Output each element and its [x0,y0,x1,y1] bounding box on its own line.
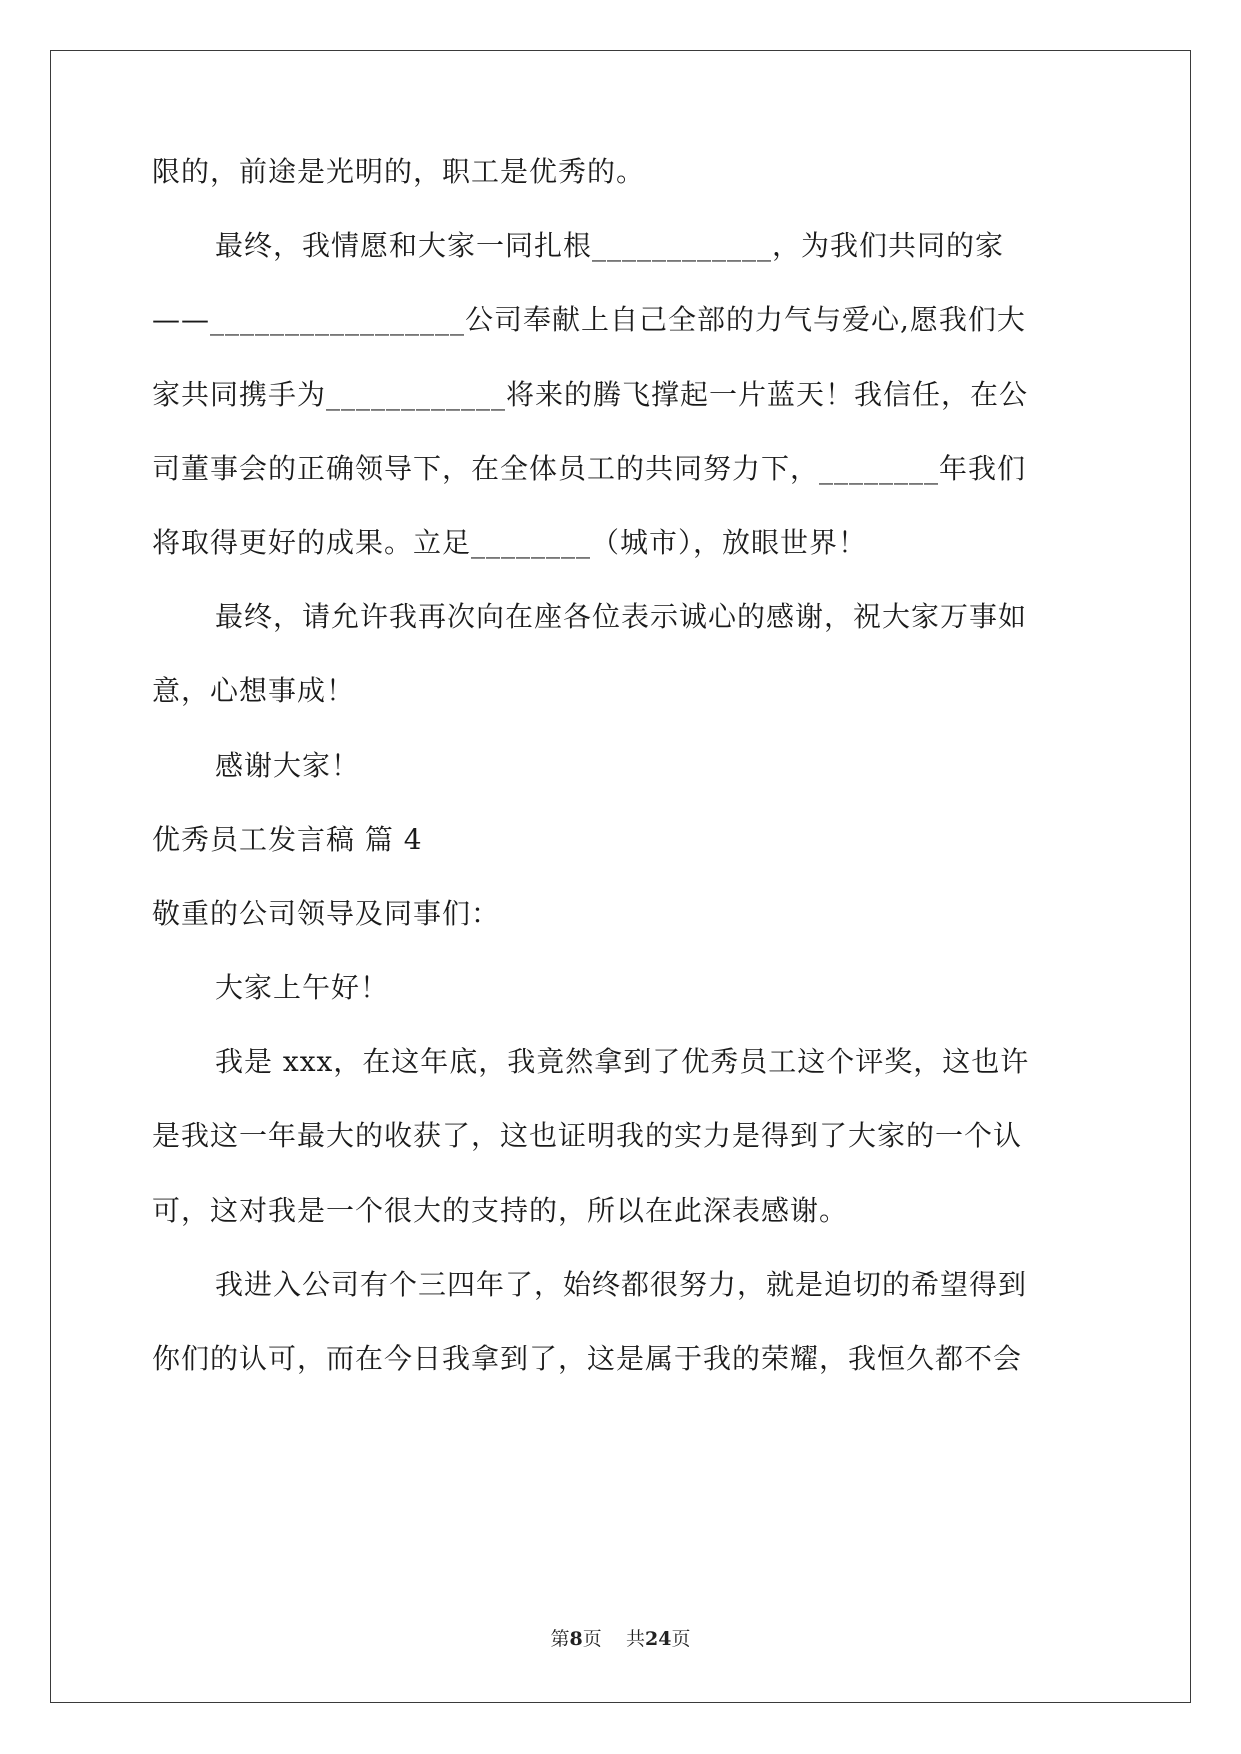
text-line: 最终，我情愿和大家一同扎根____________，为我们共同的家 [215,229,1005,262]
text-line: 家共同携手为____________将来的腾飞撑起一片蓝天！我信任，在公 [152,378,1029,411]
page-border [50,50,1191,1703]
salutation: 敬重的公司领导及同事们： [152,897,501,930]
text-line: 我进入公司有个三四年了，始终都很努力，就是迫切的希望得到 [215,1268,1028,1301]
total-unit: 页 [671,1628,691,1650]
page-unit: 页 [582,1628,602,1650]
page-number: 8 [569,1628,583,1650]
text-line: 我是 xxx，在这年底，我竟然拿到了优秀员工这个评奖，这也许 [215,1045,1030,1078]
text-line: 可，这对我是一个很大的支持的，所以在此深表感谢。 [152,1194,849,1227]
text-line: 感谢大家！ [215,749,361,782]
text-line: 将取得更好的成果。立足________（城市），放眼世界！ [152,526,868,559]
text-line: 最终，请允许我再次向在座各位表示诚心的感谢，祝大家万事如 [215,600,1028,633]
greeting: 大家上午好！ [215,971,390,1004]
text-line: 你们的认可，而在今日我拿到了，这是属于我的荣耀，我恒久都不会 [152,1342,1023,1375]
total-pages: 24 [644,1628,672,1650]
total-prefix: 共 [625,1628,645,1650]
page-footer [0,1627,1241,1651]
text-line: 司董事会的正确领导下，在全体员工的共同努力下，________年我们 [152,452,1027,485]
section-heading: 优秀员工发言稿 篇 4 [152,823,423,856]
text-line: 意，心想事成！ [152,674,356,707]
text-line: ——_________________公司奉献上自己全部的力气与爱心,愿我们大 [152,303,1026,336]
text-line: 限的，前途是光明的，职工是优秀的。 [152,155,646,188]
text-line: 是我这一年最大的收获了，这也证明我的实力是得到了大家的一个认 [152,1119,1023,1152]
page-prefix: 第 [550,1628,570,1650]
